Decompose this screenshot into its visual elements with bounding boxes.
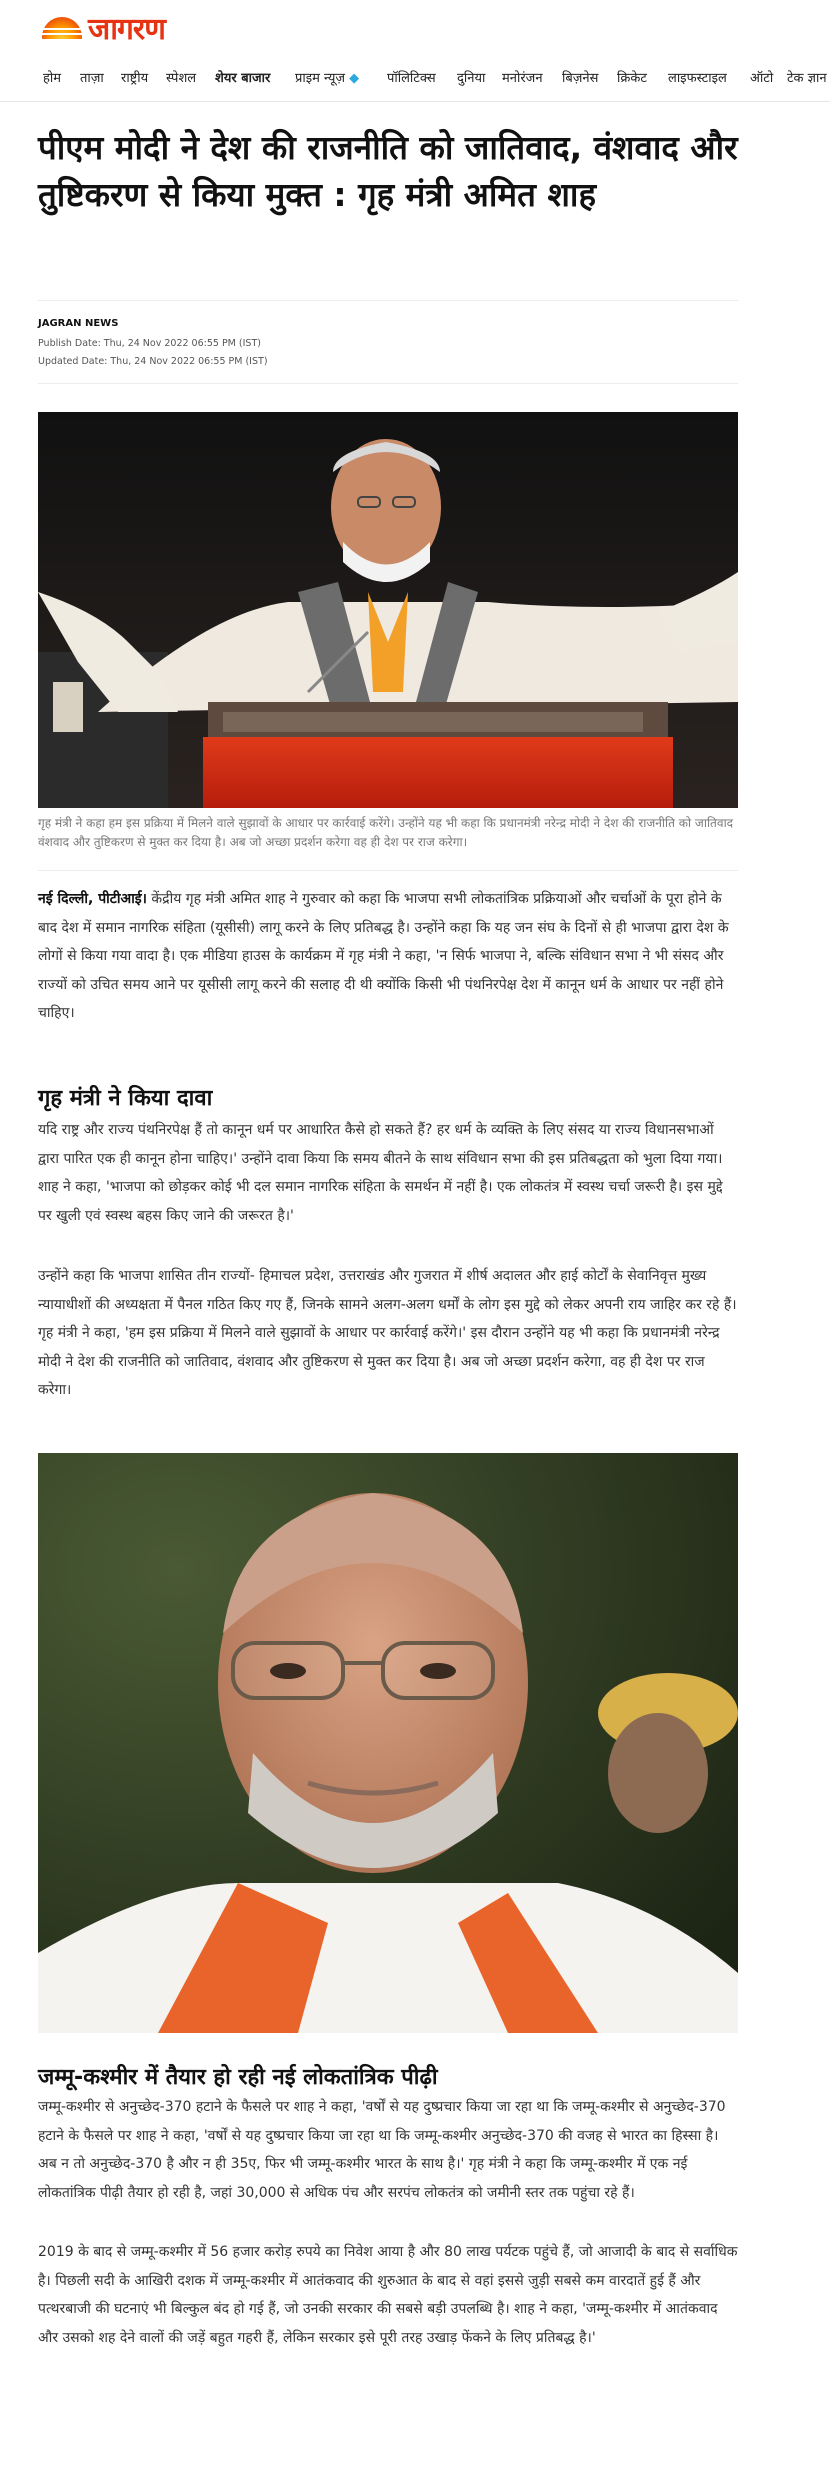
article-title: पीएम मोदी ने देश की राजनीति को जातिवाद, वंशवाद और तुष्टिकरण से किया मुक्त : गृह मंत्री अमित शाह [38, 128, 738, 214]
article-paragraph [38, 885, 738, 1028]
nav-item-politics[interactable]: पॉलिटिक्स [387, 71, 436, 86]
title-divider [38, 300, 738, 301]
nav-item-prime-news-label: प्राइम न्यूज़ [295, 71, 346, 86]
nav-item-prime-news[interactable] [295, 68, 359, 86]
paragraph-text: केंद्रीय गृह मंत्री अमित शाह ने गुरुवार को कहा कि भाजपा सभी लोकतांत्रिक प्रक्रियाओं और चर्चाओं के पूरा होने के बाद देश में समान नागरिक संहिता (यूसीसी) लागू करने के लिए प्रतिबद्ध है। उन्होंने कहा कि यह जन संघ के दिनों से ही भाजपा द्वारा देश के लोगों से किया गया वादा है। एक मीडिया हाउस के कार्यक्रम में गृह मंत्री ने कहा, 'न सिर्फ भाजपा ने, बल्कि संविधान सभा ने भी संसद और राज्यों को उचित समय आने पर यूसीसी लागू करने की सलाह दी थी क्योंकि किसी भी पंथनिरपेक्ष देश में कानून धर्म के आधार पर नहीं होने चाहिए। [38, 891, 729, 1021]
hero-image [38, 412, 738, 808]
nav-item-latest[interactable]: ताज़ा [80, 71, 104, 86]
section-heading: गृह मंत्री ने किया दावा [38, 1086, 213, 1111]
nav-item-tech[interactable]: टेक ज्ञान [787, 71, 827, 86]
article-paragraph: उन्होंने कहा कि भाजपा शासित तीन राज्यों- हिमाचल प्रदेश, उत्तराखंड और गुजरात में शीर्ष अदालत और हाई कोर्टों के सेवानिवृत्त मुख्य न्यायाधीशों की अध्यक्षता में पैनल गठित किए गए हैं, जिनके सामने अलग-अलग धर्मों के लोग इस मुद्दे को लेकर अपनी राय जाहिर कर रहे हैं। गृह मंत्री ने कहा, 'हम इस प्रक्रिया में मिलने वाले सुझावों के आधार पर कार्रवाई करेंगे।' इस दौरान उन्होंने यह भी कहा कि प्रधानमंत्री नरेन्द्र मोदी ने देश की राजनीति को जातिवाद, वंशवाद और तुष्टिकरण से मुक्त कर दिया है। अब जो अच्छा प्रदर्शन करेगा, वह ही देश पर राज करेगा। [38, 1268, 737, 1398]
header-divider [0, 101, 830, 102]
main-nav [0, 62, 830, 92]
logo-text: जागरण [88, 11, 165, 47]
nav-item-business[interactable]: बिज़नेस [562, 71, 599, 86]
updated-date: Updated Date: Thu, 24 Nov 2022 06:55 PM (IST) [38, 356, 268, 367]
nav-item-share-bazar[interactable]: शेयर बाजार [215, 71, 271, 86]
sun-logo-icon [38, 15, 86, 39]
meta-divider [38, 383, 738, 384]
article-paragraph: यदि राष्ट्र और राज्य पंथनिरपेक्ष हैं तो कानून धर्म पर आधारित कैसे हो सकते हैं? हर धर्म के व्यक्ति के लिए संसद या राज्य विधानसभाओं द्वारा पारित एक ही कानून होना चाहिए।' उन्होंने दावा किया कि समय बीतने के साथ संविधान सभा की इस प्रतिबद्धता को भुला दिया गया। शाह ने कहा, 'भाजपा को छोड़कर कोई भी दल समान नागरिक संहिता के समर्थन में नहीं है। एक लोकतंत्र में स्वस्थ चर्चा जरूरी है। इस मुद्दे पर खुली एवं स्वस्थ बहस किए जाने की जरूरत है।' [38, 1122, 723, 1224]
nav-item-home[interactable]: होम [43, 71, 62, 86]
nav-item-cricket[interactable]: क्रिकेट [617, 71, 647, 86]
site-header [0, 0, 830, 104]
jagran-logo[interactable] [38, 10, 165, 47]
hero-image-caption: गृह मंत्री ने कहा हम इस प्रक्रिया में मिलने वाले सुझावों के आधार पर कार्रवाई करेंगे। उन्होंने यह भी कहा कि प्रधानमंत्री नरेन्द्र मोदी ने देश की राजनीति को जातिवाद वंशवाद और तुष्टिकरण से मुक्त कर दिया है। अब जो अच्छा प्रदर्शन करेगा वह ही देश पर राज करेगा। [38, 816, 734, 849]
nav-item-auto[interactable]: ऑटो [750, 71, 774, 86]
nav-item-lifestyle[interactable]: लाइफस्टाइल [668, 71, 727, 86]
dateline: नई दिल्ली, पीटीआई। [38, 891, 147, 907]
author-byline[interactable]: JAGRAN NEWS [38, 318, 119, 329]
nav-item-entertainment[interactable]: मनोरंजन [502, 71, 543, 86]
nav-item-special[interactable]: स्पेशल [166, 71, 197, 86]
diamond-icon: ◆ [349, 71, 360, 86]
section-heading: जम्मू-कश्मीर में तैयार हो रही नई लोकतांत्रिक पीढ़ी [38, 2065, 438, 2090]
article-image [38, 1453, 738, 2033]
publish-date: Publish Date: Thu, 24 Nov 2022 06:55 PM (IST) [38, 338, 261, 349]
article-paragraph: 2019 के बाद से जम्मू-कश्मीर में 56 हजार करोड़ रुपये का निवेश आया है और 80 लाख पर्यटक पहुंचे हैं, जो आजादी के बाद से सर्वाधिक है। पिछली सदी के आखिरी दशक में जम्मू-कश्मीर में आतंकवाद की शुरुआत के बाद से वहां इससे जुड़ी सबसे कम वारदातें हुई हैं और पत्थरबाजी की घटनाएं भी बिल्कुल बंद हो गई हैं, जो उनकी सरकार की सबसे बड़ी उपलब्धि है। शाह ने कहा, 'जम्मू-कश्मीर में आतंकवाद और उसको शह देने वालों की जड़ें बहुत गहरी हैं, लेकिन सरकार इसे पूरी तरह उखाड़ फेंकने के लिए प्रतिबद्ध है।' [38, 2244, 738, 2346]
caption-divider [38, 870, 738, 871]
article-paragraph: जम्मू-कश्मीर से अनुच्छेद-370 हटाने के फैसले पर शाह ने कहा, 'वर्षों से यह दुष्प्रचार किया जा रहा था कि जम्मू-कश्मीर से अनुच्छेद-370 हटाने के फैसले पर शाह ने कहा, 'वर्षों से यह दुष्प्रचार किया जा रहा था कि जम्मू-कश्मीर अनुच्छेद-370 की वजह से भारत का हिस्सा है। अब न तो अनुच्छेद-370 है और न ही 35ए, फिर भी जम्मू-कश्मीर भारत के साथ है।' गृह मंत्री ने कहा कि जम्मू-कश्मीर में एक नई लोकतांत्रिक पीढ़ी तैयार हो रही है, जहां 30,000 से अधिक पंच और सरपंच लोकतंत्र को जमीनी स्तर तक पहुंचा रहे हैं। [38, 2099, 726, 2201]
nav-item-world[interactable]: दुनिया [457, 71, 486, 86]
nav-item-national[interactable]: राष्ट्रीय [121, 71, 149, 86]
